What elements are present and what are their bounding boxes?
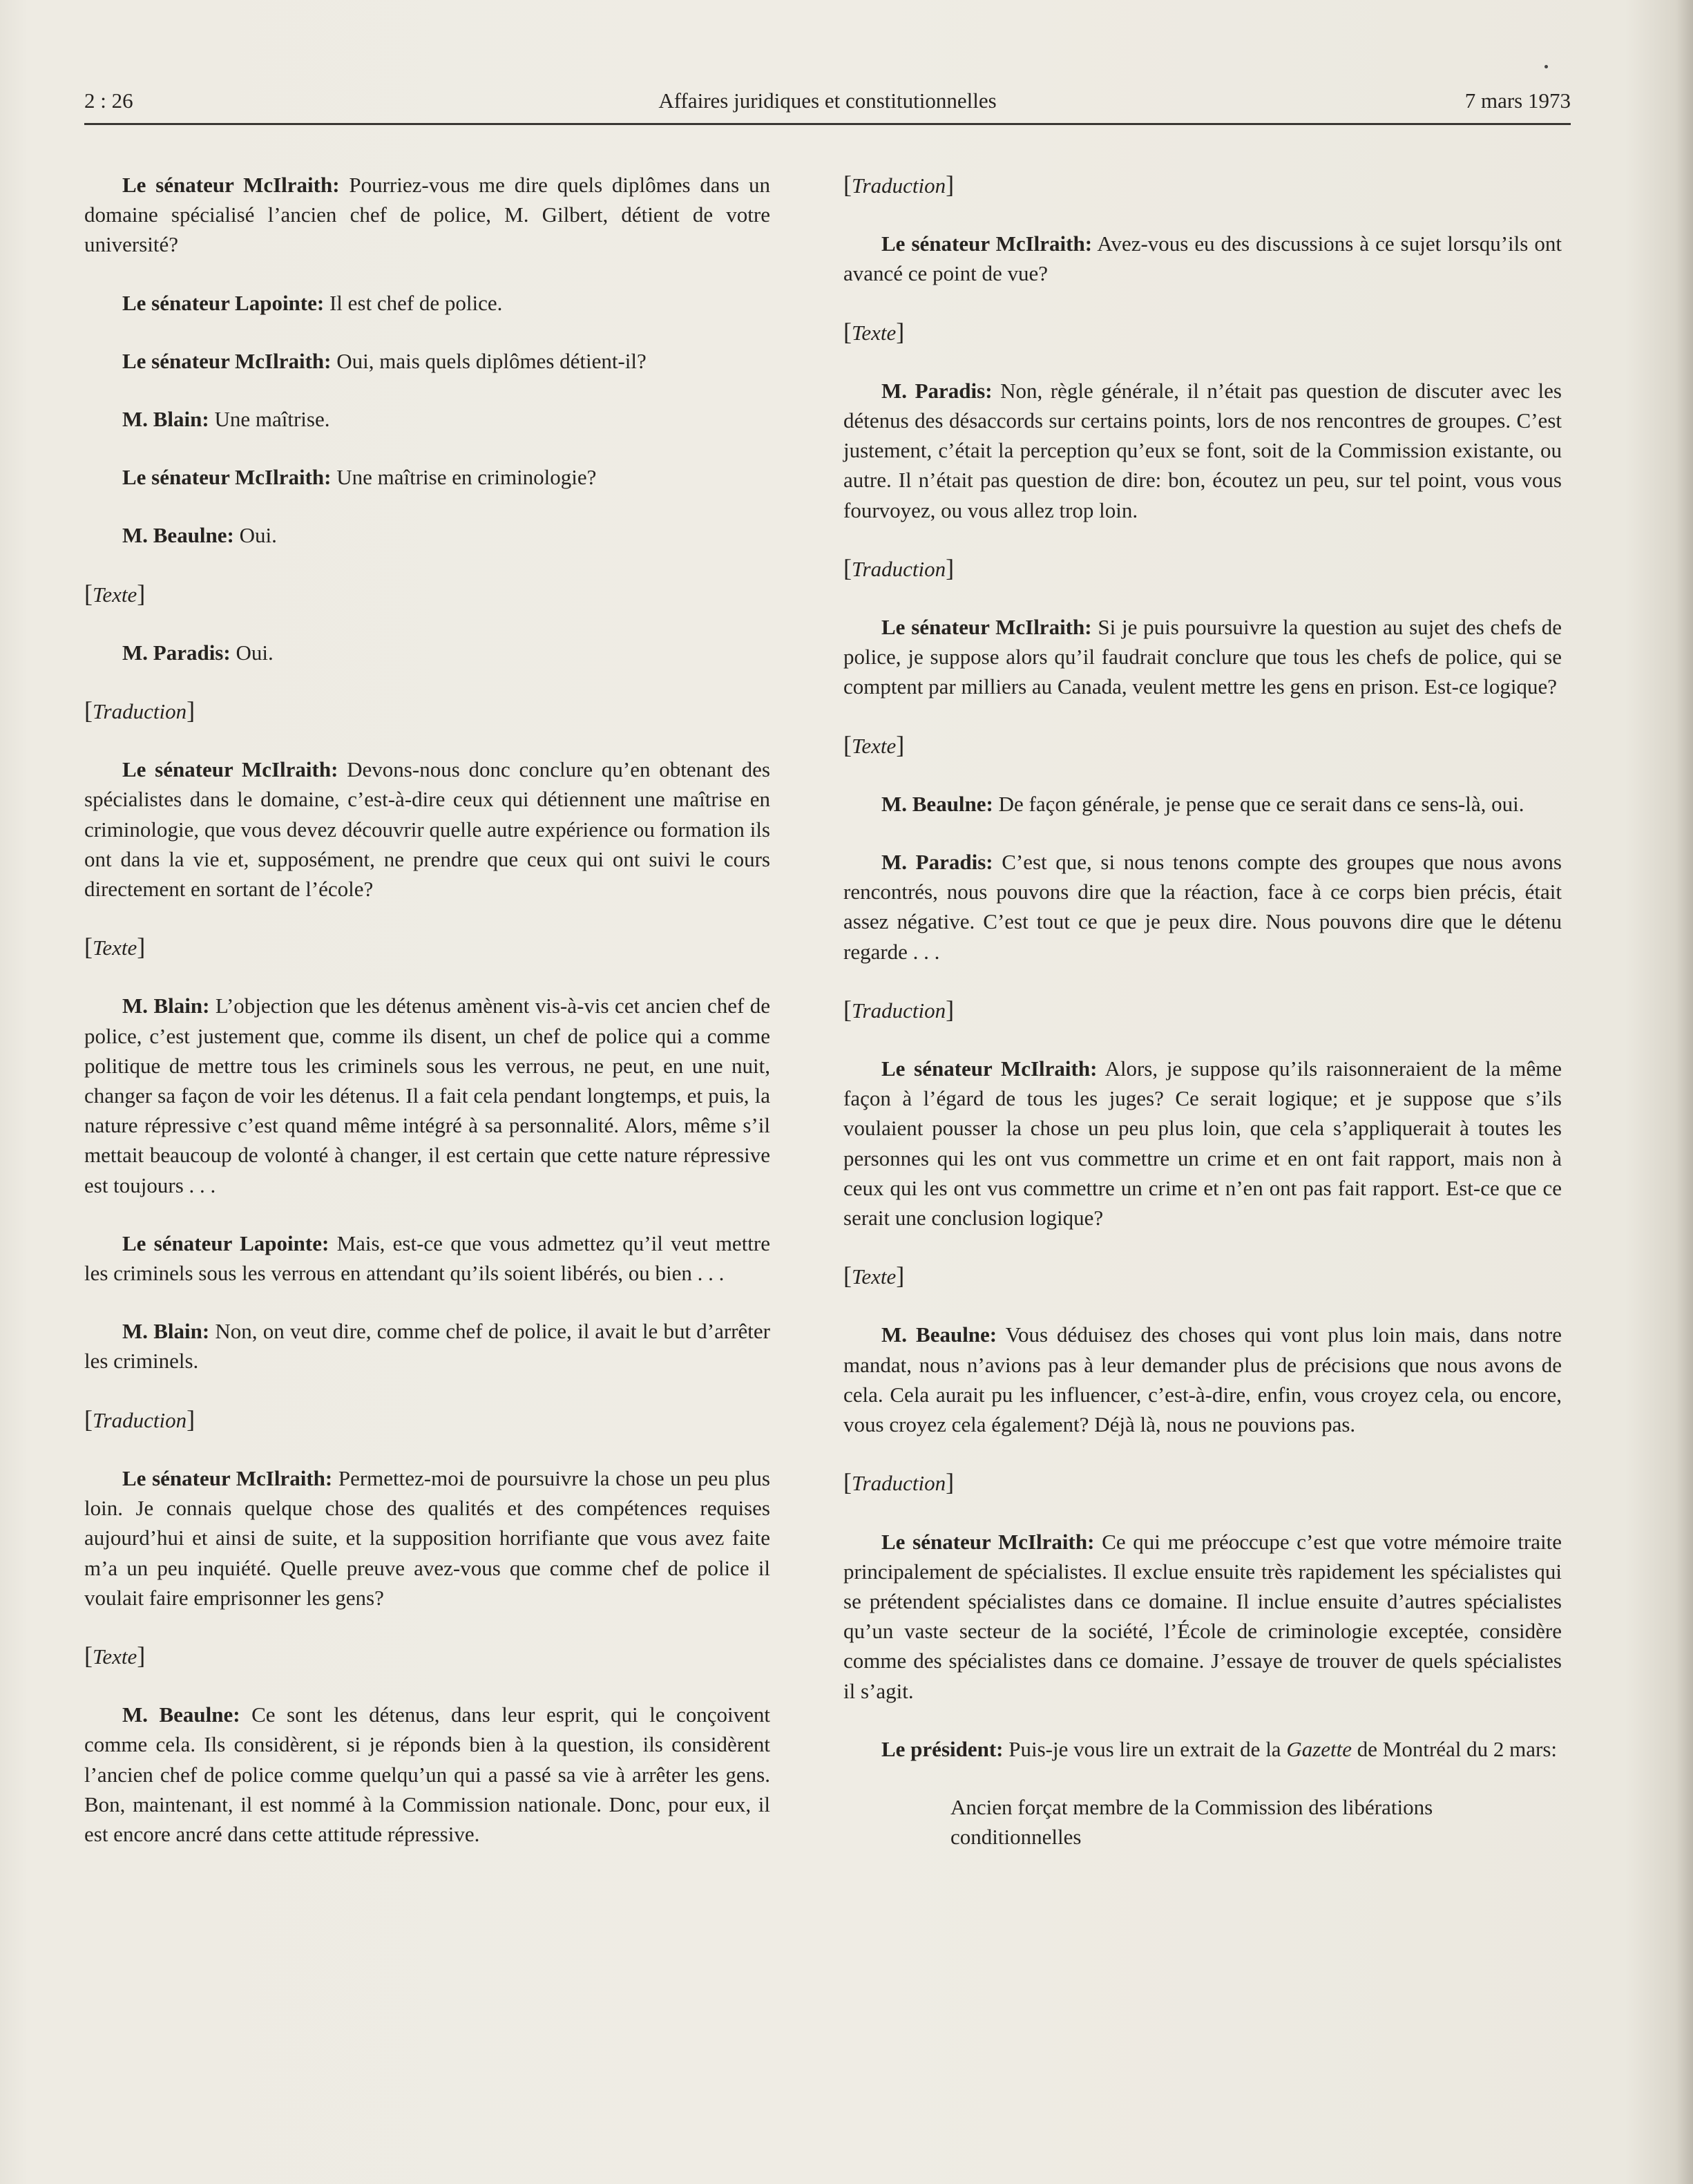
section-marker-label: Texte <box>93 582 137 607</box>
speech-text: Une maîtrise. <box>209 407 330 432</box>
speaker-name: M. Blain: <box>122 994 210 1018</box>
speech-text: Devons-nous donc conclure qu’en obtenant des spécialistes dans le domaine, c’est-à-dire ceux qui détiennent une maîtrise en criminologie, que vous devez découvrir quelle autre expérience ou formation ils ont dans la vie et, supposément, ne prendre que ceux qui ont suivi le cours directement en sortant de l’école? <box>84 757 770 902</box>
speech-paragraph <box>84 1316 770 1376</box>
speech-paragraph <box>84 1228 770 1288</box>
speech-text: Ce qui me préoccupe c’est que votre mémoire traite principalement de spécialistes. Il exclue ensuite très rapidement les spécialistes qui se prétendent spécialistes dans ce domaine. Il inclue ensuite d’autres spécialistes qu’un vaste secteur de la société, l’École de criminologie exceptée, considère comme des spécialistes dans ce domaine. J’essaye de trouver de quels spécialistes il s’agit. <box>843 1529 1562 1703</box>
speaker-name: M. Paradis: <box>881 850 993 875</box>
speech-text: Vous déduisez des choses qui vont plus loin mais, dans notre mandat, nous n’avions pas à leur demander plus de précisions que nous avons de cela. Cela aurait pu les influencer, c’est-à-dire, enfin, vous croyez cela, ou encore, vous croyez cela également? Déjà là, nous ne pouvions pas. <box>843 1322 1562 1437</box>
section-marker-label: Texte <box>852 733 897 758</box>
section-marker-label: Traduction <box>852 173 946 198</box>
bracket-close: ] <box>186 696 195 725</box>
speaker-name: Le sénateur McIlraith: <box>122 465 332 490</box>
speech-paragraph <box>84 170 770 260</box>
bracket-close: ] <box>946 995 955 1023</box>
speech-paragraph <box>843 229 1562 288</box>
speech-paragraph <box>84 1700 770 1849</box>
speaker-name: Le sénateur McIlraith: <box>881 615 1092 640</box>
section-marker <box>843 995 1562 1025</box>
speech-text: Non, règle générale, il n’était pas question de discuter avec les détenus des désaccords sur certains points, lors de nos rencontres de groupes. C’est justement, c’était la perception qu’eux se font, soit de la Commission existante, ou autre. Il n’était pas question de dire: bon, écoutez un peu, sur tel point, vous vous fourvoyez, ou vous allez trop loin. <box>843 378 1562 522</box>
section-marker <box>843 1468 1562 1498</box>
bracket-close: ] <box>137 933 146 961</box>
speech-paragraph <box>843 376 1562 525</box>
speech-paragraph <box>84 754 770 904</box>
bracket-open: [ <box>84 1405 93 1433</box>
speech-paragraph <box>84 991 770 1199</box>
speaker-name: Le sénateur McIlraith: <box>122 757 338 782</box>
header-date: 7 mars 1973 <box>1464 88 1571 113</box>
section-marker-label: Traduction <box>93 1407 187 1432</box>
bracket-close: ] <box>946 553 955 582</box>
section-marker <box>843 1261 1562 1291</box>
bracket-open: [ <box>843 1468 852 1497</box>
speech-text: Avez-vous eu des discussions à ce sujet lorsqu’ils ont avancé ce point de vue? <box>843 231 1562 286</box>
bracket-open: [ <box>84 1641 93 1669</box>
bracket-open: [ <box>843 171 852 198</box>
bracket-close: ] <box>946 171 955 198</box>
bracket-close: ] <box>896 1262 905 1290</box>
section-marker-label: Texte <box>93 936 137 960</box>
bracket-open: [ <box>84 933 93 961</box>
speech-paragraph <box>843 789 1562 819</box>
italic-title: Gazette <box>1286 1736 1352 1761</box>
ink-speck <box>1544 65 1548 68</box>
bracket-close: ] <box>896 317 905 345</box>
bracket-open: [ <box>843 730 852 759</box>
speech-paragraph <box>84 1463 770 1613</box>
speech-text-continued: de Montréal du 2 mars: <box>1352 1736 1558 1761</box>
speaker-name: M. Paradis: <box>122 640 231 665</box>
speaker-name: Le sénateur McIlraith: <box>122 348 332 373</box>
speech-text: Il est chef de police. <box>324 290 503 315</box>
bracket-close: ] <box>137 1641 146 1669</box>
section-marker-label: Traduction <box>852 998 946 1023</box>
bracket-open: [ <box>843 553 852 582</box>
speech-text: Une maîtrise en criminologie? <box>331 465 597 490</box>
speech-paragraph <box>84 638 770 667</box>
left-column <box>84 170 770 1877</box>
speaker-name: M. Beaulne: <box>122 1702 240 1727</box>
section-marker <box>84 579 770 609</box>
bracket-close: ] <box>896 730 905 759</box>
speech-text: L’objection que les détenus amènent vis-à-vis cet ancien chef de police, c’est justement que, comme ils disent, un chef de police qui a comme politique de mettre tous les criminels sous les verrous, ne peut, en une nuit, changer sa façon de voir les détenus. Il a fait cela pendant longtemps, et puis, la nature répressive c’est quand même intégré à sa personnalité. Alors, même s’il mettait beaucoup de volonté à changer, il est certain que cette nature répressive est toujours . . . <box>84 994 771 1197</box>
section-marker-label: Traduction <box>852 1471 946 1496</box>
speaker-name: M. Beaulne: <box>122 523 234 548</box>
speaker-name: M. Beaulne: <box>881 1322 997 1347</box>
speech-text: Pourriez-vous me dire quels diplômes dans un domaine spécialisé l’ancien chef de police, M. Gilbert, détient de votre université? <box>84 173 770 257</box>
bracket-open: [ <box>843 995 852 1023</box>
section-marker <box>84 932 770 962</box>
quoted-headline: Ancien forçat membre de la Commission des libérations conditionnelles <box>950 1794 1433 1850</box>
speech-text: Si je puis poursuivre la question au sujet des chefs de police, je suppose alors qu’il faudrait conclure que tous les chefs de police, qui se comptent par milliers au Canada, veulent mettre les gens en prison. Est-ce logique? <box>843 615 1562 699</box>
header-page-number: 2 : 26 <box>84 88 133 113</box>
section-marker <box>843 730 1562 761</box>
section-marker-label: Texte <box>852 1264 897 1289</box>
speech-paragraph <box>843 1320 1562 1439</box>
speech-text: Non, on veut dire, comme chef de police, il avait le but d’arrêter les criminels. <box>84 1319 770 1374</box>
speech-text: Puis-je vous lire un extrait de la <box>1003 1736 1287 1761</box>
speech-paragraph <box>84 462 770 492</box>
section-marker-label: Traduction <box>852 556 946 581</box>
speaker-name: Le sénateur McIlraith: <box>881 1056 1098 1081</box>
speech-paragraph <box>843 1734 1562 1764</box>
header-title: Affaires juridiques et constitutionnelles <box>658 88 997 113</box>
speech-paragraph <box>843 612 1562 702</box>
bracket-open: [ <box>84 579 93 607</box>
bracket-open: [ <box>843 1262 852 1290</box>
speech-text: Oui. <box>233 523 277 548</box>
speech-text: Mais, est-ce que vous admettez qu’il veut mettre les criminels sous les verrous en attendant qu’ils soient libérés, ou bien . . . <box>84 1231 770 1286</box>
section-marker <box>843 553 1562 584</box>
speech-paragraph <box>843 1054 1562 1233</box>
bracket-open: [ <box>843 317 852 345</box>
section-marker <box>84 696 770 726</box>
bracket-close: ] <box>946 1468 955 1497</box>
section-marker-label: Texte <box>852 320 897 345</box>
speaker-name: Le président: <box>881 1736 1004 1761</box>
section-marker <box>843 317 1562 348</box>
speech-paragraph <box>843 1527 1562 1706</box>
speech-text: Alors, je suppose qu’ils raisonneraient de la même façon à l’égard de tous les juges? Ce serait logique; et je suppose que s’ils voulaient pousser la chose un peu plus loin, que cela s’appliquerait à toutes les personnes qui les ont vus commettre un crime et en ont fait rapport, mais non à ceux qui les ont vus commettre un crime et n’en ont pas fait rapport. Est-ce que ce serait une conclusion logique? <box>843 1056 1562 1231</box>
speech-text: Oui, mais quels diplômes détient-il? <box>331 348 647 373</box>
bracket-open: [ <box>84 696 93 725</box>
speech-paragraph <box>84 404 770 434</box>
speaker-name: Le sénateur McIlraith: <box>881 231 1093 256</box>
speaker-name: Le sénateur Lapointe: <box>122 1231 329 1255</box>
bracket-close: ] <box>186 1405 195 1433</box>
speech-paragraph <box>84 346 770 376</box>
section-marker <box>84 1641 770 1671</box>
speaker-name: M. Blain: <box>122 407 209 432</box>
speaker-name: M. Beaulne: <box>881 791 993 816</box>
section-marker-label: Traduction <box>93 699 187 724</box>
section-marker-label: Texte <box>93 1644 137 1669</box>
speaker-name: Le sénateur McIlraith: <box>881 1529 1095 1554</box>
bracket-close: ] <box>137 579 146 607</box>
speaker-name: M. Blain: <box>122 1319 210 1344</box>
right-column <box>843 170 1562 1880</box>
speech-text: Oui. <box>230 640 274 665</box>
speaker-name: Le sénateur McIlraith: <box>122 173 340 197</box>
speech-paragraph <box>843 847 1562 967</box>
speech-paragraph <box>84 520 770 550</box>
section-marker <box>84 1405 770 1435</box>
speech-text: C’est que, si nous tenons compte des groupes que nous avons rencontrés, nous pouvons dire que la réaction, face à ce corps bien précis, était assez négative. C’est tout ce que je peux dire. Nous pouvons dire que le détenu regarde . . . <box>843 850 1562 964</box>
speaker-name: Le sénateur Lapointe: <box>122 290 325 315</box>
section-marker <box>843 170 1562 200</box>
speech-text: Permettez-moi de poursuivre la chose un peu plus loin. Je connais quelque chose des qualités et des compétences requises aujourd’hui et ainsi de suite, et la supposition horrifiante que vous avez faite m’a un peu inquiété. Quelle preuve avez-vous que comme chef de police il voulait faire emprisonner les gens? <box>84 1465 770 1610</box>
speech-text: De façon générale, je pense que ce serait dans ce sens-là, oui. <box>993 791 1524 816</box>
page-header <box>84 87 1571 125</box>
speech-paragraph <box>84 288 770 318</box>
speaker-name: Le sénateur McIlraith: <box>122 1465 333 1490</box>
speaker-name: M. Paradis: <box>881 378 993 403</box>
speech-text: Ce sont les détenus, dans leur esprit, qui le conçoivent comme cela. Ils considèrent, si je réponds bien à la question, ils considèrent l’ancien chef de police comme quelqu’un qui a passé sa vie à arrêter les gens. Bon, maintenant, il est nommé à la Commission nationale. Donc, pour eux, il est encore ancré dans cette attitude répressive. <box>84 1702 771 1846</box>
